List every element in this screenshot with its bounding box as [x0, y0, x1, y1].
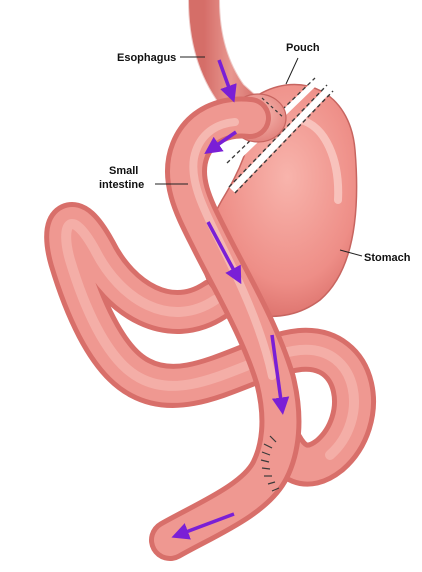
label-small-intestine-line1: Small	[109, 165, 139, 177]
label-esophagus: Esophagus	[117, 52, 177, 64]
label-stomach: Stomach	[364, 252, 411, 264]
leader-pouch	[286, 58, 298, 84]
label-small-intestine-line2: intestine	[99, 179, 145, 191]
label-pouch: Pouch	[286, 42, 320, 54]
